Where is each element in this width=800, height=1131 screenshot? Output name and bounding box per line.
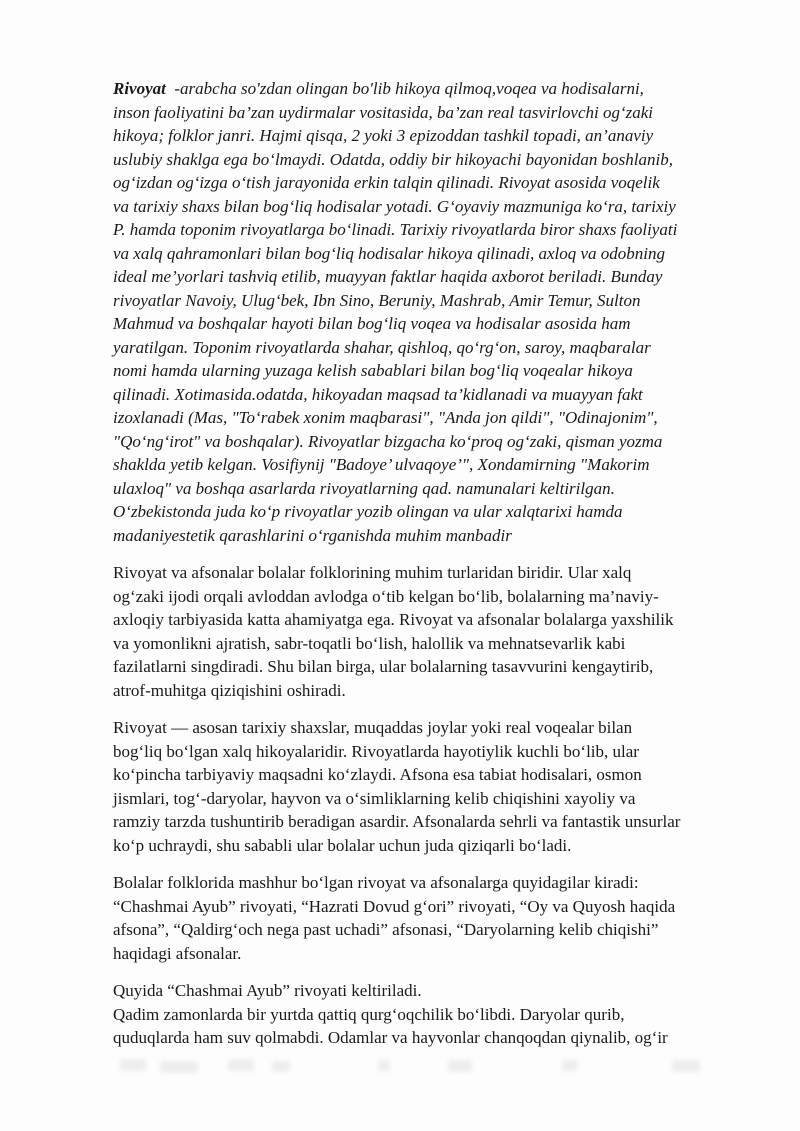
text-line: P. hamda toponim rivoyatlarga boʻlinadi. Tarixiy rivoyatlarda biror shaxs faoliyati	[113, 220, 678, 239]
text-line: ramziy tarzda tushuntirib beradigan asardir. Afsonalarda sehrli va fantastik unsurlar	[113, 812, 681, 831]
text-line: ogʻizdan ogʻizga oʻtish jarayonida erkin talqin qilinadi. Rivoyat asosida voqelik	[113, 173, 660, 192]
scan-artifact	[448, 1060, 472, 1072]
text-line: uslubiy shaklga ega boʻlmaydi. Odatda, oddiy bir hikoyachi bayonidan boshlanib,	[113, 149, 673, 169]
text-line: madaniyestetik qarashlarini oʻrganishda muhim manbadir	[113, 525, 512, 545]
scan-artifact	[228, 1059, 254, 1071]
text-line: koʻp uchraydi, shu sababli ular bolalar uchun juda qiziqarli boʻladi.	[113, 835, 572, 855]
text-line: Oʻzbekistonda juda koʻp rivoyatlar yozib olingan va ular xalqtarixi hamda	[113, 502, 623, 521]
text-line: Quyida “Chashmai Ayub” rivoyati keltiriladi.	[113, 981, 422, 1000]
text-line: inson faoliyatini ba’zan uydirmalar vositasida, ba’zan real tasvirlovchi ogʻzaki	[113, 102, 654, 122]
lead-paragraph-lines	[113, 101, 778, 548]
text-column	[113, 77, 778, 1050]
text-line: ogʻzaki ijodi orqali avloddan avlodga oʻtib kelgan boʻlib, bolalarning ma’naviy-	[113, 586, 659, 606]
text-line: bogʻliq boʻlgan xalq hikoyalaridir. Rivoyatlarda hayotiylik kuchli boʻlib, ular	[113, 741, 639, 761]
text-line: Bolalar folklorida mashhur boʻlgan rivoyat va afsonalarga quyidagilar kiradi:	[113, 873, 639, 892]
text-line: atrof-muhitga qiziqishini oshiradi.	[113, 680, 346, 700]
text-line: va yomonlikni ajratish, sabr-toqatli boʻlish, halollik va mehnatsevarlik kabi	[113, 633, 626, 653]
text-line: ulaxloq" va boshqa asarlarda rivoyatlarning qad. namunalari keltirilgan.	[113, 478, 615, 498]
scan-artifact	[562, 1060, 578, 1071]
text-line: Rivoyat va afsonalar bolalar folklorining muhim turlaridan biridir. Ular xalq	[113, 563, 632, 582]
text-line: Rivoyat — asosan tarixiy shaxslar, muqaddas joylar yoki real voqealar bilan	[113, 718, 633, 737]
text-line: Qadim zamonlarda bir yurtda qattiq qurgʻoqchilik boʻlibdi. Daryolar qurib,	[113, 1004, 625, 1024]
text-line: va tarixiy shaxs bilan bogʻliq hodisalar yotadi. Gʻoyaviy mazmuniga koʻra, tarixiy	[113, 196, 676, 216]
lead-paragraph	[113, 77, 778, 547]
lead-first-line	[113, 77, 778, 101]
text-line: ideal me’yorlari tashviq etilib, muayyan faktlar haqida axborot beriladi. Bunday	[113, 267, 663, 286]
text-line: haqidagi afsonalar.	[113, 943, 242, 963]
text-line: "Qoʻngʻirot" va boshqalar). Rivoyatlar bizgacha koʻproq ogʻzaki, qisman yozma	[113, 431, 663, 451]
text-line: quduqlarda ham suv qolmabdi. Odamlar va hayvonlar chanqoqdan qiynalib, ogʻir	[113, 1028, 668, 1047]
text-line: yaratilgan. Toponim rivoyatlarda shahar, qishloq, qoʻrgʻon, saroy, maqbaralar	[113, 337, 651, 357]
body-paragraph	[113, 871, 778, 965]
text-line: “Chashmai Ayub” rivoyati, “Hazrati Dovud gʻori” rivoyati, “Oy va Quyosh haqida	[113, 896, 676, 916]
scan-artifact	[672, 1060, 700, 1072]
text-line: afsona”, “Qaldirgʻoch nega past uchadi” afsonasi, “Daryolarning kelib chiqishi”	[113, 920, 659, 939]
scan-artifact	[272, 1061, 290, 1072]
body-paragraph	[113, 561, 778, 702]
text-line: koʻpincha tarbiyaviy maqsadni koʻzlaydi. Afsona esa tabiat hodisalari, osmon	[113, 765, 642, 784]
text-line: fazilatlarni singdiradi. Shu bilan birga, ular bolalarning tasavvurini kengaytirib,	[113, 657, 654, 676]
text-line: nomi hamda ularning yuzaga kelish sabablari bilan bogʻliq voqealar hikoya	[113, 361, 633, 380]
body-paragraph	[113, 979, 778, 1050]
text-line: Mahmud va boshqalar hayoti bilan bogʻliq voqea va hodisalar asosida ham	[113, 314, 631, 333]
text-line: rivoyatlar Navoiy, Ulugʻbek, Ibn Sino, Beruniy, Mashrab, Amir Temur, Sulton	[113, 290, 641, 310]
scan-artifact	[160, 1061, 198, 1073]
scan-artifact	[378, 1060, 390, 1071]
text-line: qilinadi. Xotimasida.odatda, hikoyadan maqsad ta’kidlanadi va muayyan fakt	[113, 384, 643, 404]
text-line: hikoya; folklor janri. Hajmi qisqa, 2 yoki 3 epizoddan tashkil topadi, an’anaviy	[113, 126, 654, 145]
text-line: axloqiy tarbiyasida katta ahamiyatga ega. Rivoyat va afsonalar bolalarga yaxshilik	[113, 610, 674, 629]
text-line: izoxlanadi (Mas, "Toʻrabek xonim maqbarasi", "Anda jon qildi", "Odinajonim",	[113, 408, 658, 427]
body-paragraph	[113, 716, 778, 857]
lead-word: Rivoyat	[113, 79, 166, 98]
text-line: jismlari, togʻ-daryolar, hayvon va oʻsimliklarning kelib chiqishini xayoliy va	[113, 788, 636, 808]
lead-first-line-rest: -arabcha so'zdan olingan bo'lib hikoya qilmoq,voqea va hodisalarni,	[165, 79, 644, 98]
scan-artifact	[120, 1059, 146, 1071]
text-line: va xalq qahramonlari bilan bogʻliq hodisalar hikoya qilinadi, axloq va odobning	[113, 243, 665, 263]
text-line: shaklda yetib kelgan. Vosifiynij "Badoye’ ulvaqoye’", Xondamirning "Makorim	[113, 455, 650, 474]
